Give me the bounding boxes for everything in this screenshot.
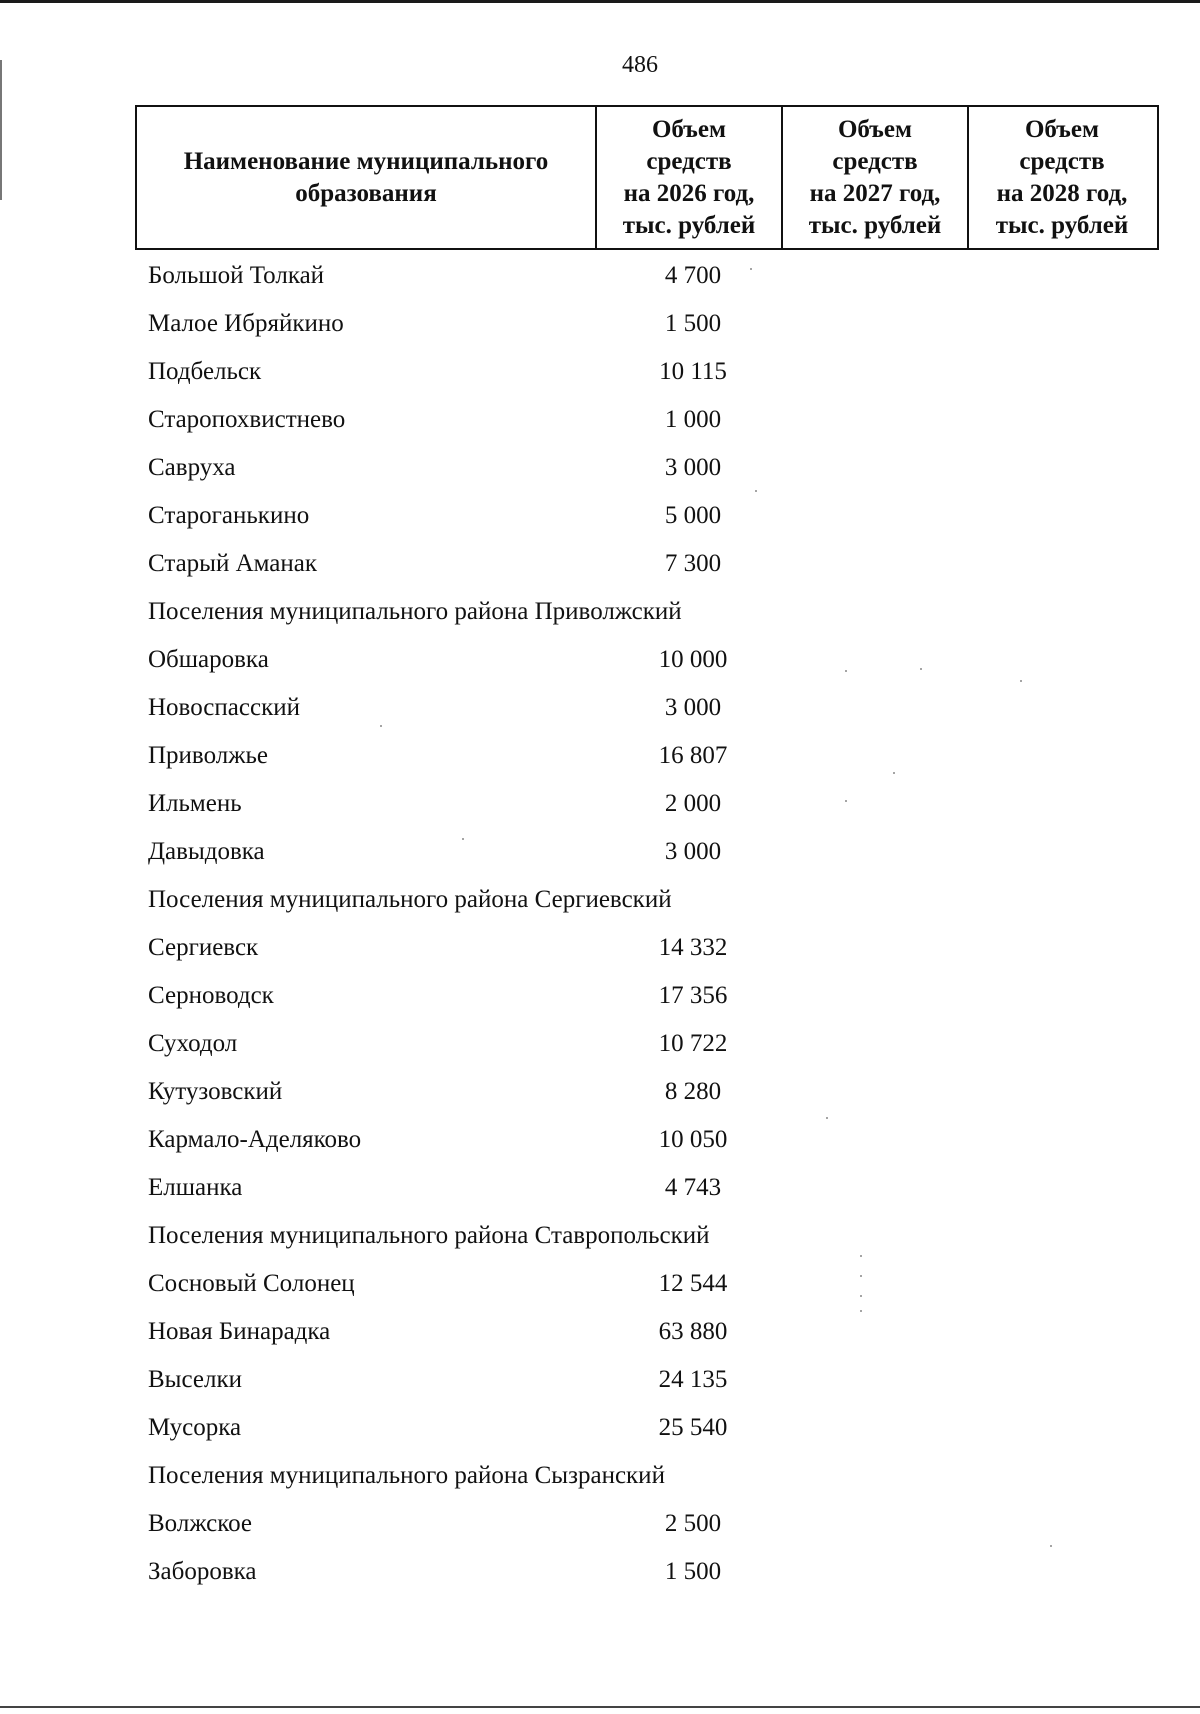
scan-speck <box>826 1117 828 1119</box>
amount-2026: 8 280 <box>664 1078 722 1105</box>
table-row <box>0 540 1200 588</box>
municipality-name: Серноводск <box>148 982 274 1009</box>
scan-speck <box>380 725 382 727</box>
municipality-name: Ильмень <box>148 790 242 817</box>
amount-2026: 7 300 <box>664 550 722 577</box>
table-row <box>0 1548 1200 1596</box>
table-row <box>0 636 1200 684</box>
header-2027-column: Объем средств на 2027 год, тыс. рублей <box>783 107 969 248</box>
scan-speck <box>845 800 847 802</box>
municipality-name: Малое Ибряйкино <box>148 310 344 337</box>
amount-2026: 4 743 <box>664 1174 722 1201</box>
scan-speck <box>860 1295 862 1297</box>
table-header <box>135 105 1159 250</box>
scan-speck <box>860 1310 862 1312</box>
section-heading-row <box>0 1452 1200 1500</box>
municipality-name: Новая Бинарадка <box>148 1318 331 1345</box>
amount-2026: 2 500 <box>664 1510 722 1537</box>
municipality-name: Мусорка <box>148 1414 242 1441</box>
municipality-name: Елшанка <box>148 1174 243 1201</box>
header-name-column: Наименование муниципального образования <box>137 107 597 248</box>
amount-2026: 12 544 <box>658 1270 728 1297</box>
table-row <box>0 1164 1200 1212</box>
amount-2026: 24 135 <box>658 1366 728 1393</box>
municipality-name: Кутузовский <box>148 1078 283 1105</box>
table-row <box>0 492 1200 540</box>
section-heading: Поселения муниципального района Приволжский <box>148 598 682 625</box>
table-row <box>0 780 1200 828</box>
amount-2026: 10 722 <box>658 1030 728 1057</box>
table-row <box>0 396 1200 444</box>
amount-2026: 17 356 <box>658 982 728 1009</box>
amount-2026: 2 000 <box>664 790 722 817</box>
amount-2026: 10 115 <box>659 358 727 385</box>
municipality-name: Давыдовка <box>148 838 265 865</box>
scan-speck <box>1050 1545 1052 1547</box>
amount-2026: 5 000 <box>664 502 722 529</box>
header-2026-column: Объем средств на 2026 год, тыс. рублей <box>597 107 783 248</box>
section-heading: Поселения муниципального района Сызранский <box>148 1462 665 1489</box>
amount-2026: 10 050 <box>658 1126 728 1153</box>
left-margin-line <box>0 60 2 200</box>
municipality-name: Заборовка <box>148 1558 257 1585</box>
municipality-name: Обшаровка <box>148 646 269 673</box>
page-number: 486 <box>622 52 658 78</box>
amount-2026: 14 332 <box>658 934 728 961</box>
table-row <box>0 1020 1200 1068</box>
section-heading: Поселения муниципального района Сергиевский <box>148 886 672 913</box>
municipality-name: Суходол <box>148 1030 238 1057</box>
amount-2026: 63 880 <box>658 1318 728 1345</box>
header-2028-column: Объем средств на 2028 год, тыс. рублей <box>995 115 1129 239</box>
amount-2026: 16 807 <box>658 742 728 769</box>
amount-2026: 3 000 <box>664 454 722 481</box>
section-heading-row <box>0 876 1200 924</box>
municipality-name: Волжское <box>148 1510 253 1537</box>
amount-2026: 3 000 <box>664 694 722 721</box>
amount-2026: 1 500 <box>664 1558 722 1585</box>
table-row <box>0 1260 1200 1308</box>
scan-speck <box>1020 680 1022 682</box>
table-row <box>0 348 1200 396</box>
table-row <box>0 1404 1200 1452</box>
scan-speck <box>750 268 752 270</box>
table-row <box>0 732 1200 780</box>
amount-2026: 3 000 <box>664 838 722 865</box>
bottom-border-line <box>0 1706 1200 1708</box>
scan-speck <box>462 838 464 840</box>
table-body <box>0 252 1200 1596</box>
table-row <box>0 1356 1200 1404</box>
municipality-name: Новоспасский <box>148 694 300 721</box>
amount-2026: 1 000 <box>664 406 722 433</box>
scan-speck <box>755 490 757 492</box>
amount-2026: 1 500 <box>664 310 722 337</box>
municipality-name: Савруха <box>148 454 236 481</box>
municipality-name: Большой Толкай <box>148 262 325 289</box>
table-row <box>0 1068 1200 1116</box>
municipality-name: Старопохвистнево <box>148 406 346 433</box>
amount-2026: 10 000 <box>658 646 728 673</box>
scan-speck <box>845 670 847 672</box>
amount-2026: 25 540 <box>658 1414 728 1441</box>
table-row <box>0 684 1200 732</box>
table-row <box>0 972 1200 1020</box>
municipality-name: Приволжье <box>148 742 268 769</box>
scan-speck <box>860 1275 862 1277</box>
municipality-name: Кармало-Аделяково <box>148 1126 362 1153</box>
municipality-name: Старый Аманак <box>148 550 318 577</box>
table-row <box>0 444 1200 492</box>
municipality-name: Подбельск <box>148 358 262 385</box>
municipality-name: Сосновый Солонец <box>148 1270 355 1297</box>
municipality-name: Сергиевск <box>148 934 259 961</box>
table-row <box>0 1116 1200 1164</box>
table-row <box>0 252 1200 300</box>
table-row <box>0 1500 1200 1548</box>
scan-speck <box>893 772 895 774</box>
top-border-line <box>0 0 1200 3</box>
section-heading: Поселения муниципального района Ставропольский <box>148 1222 710 1249</box>
table-row <box>0 300 1200 348</box>
section-heading-row <box>0 1212 1200 1260</box>
section-heading-row <box>0 588 1200 636</box>
municipality-name: Староганькино <box>148 502 310 529</box>
table-row <box>0 1308 1200 1356</box>
scan-speck <box>920 668 922 670</box>
table-row <box>0 924 1200 972</box>
table-row <box>0 828 1200 876</box>
amount-2026: 4 700 <box>664 262 722 289</box>
scan-speck <box>860 1255 862 1257</box>
municipality-name: Выселки <box>148 1366 242 1393</box>
